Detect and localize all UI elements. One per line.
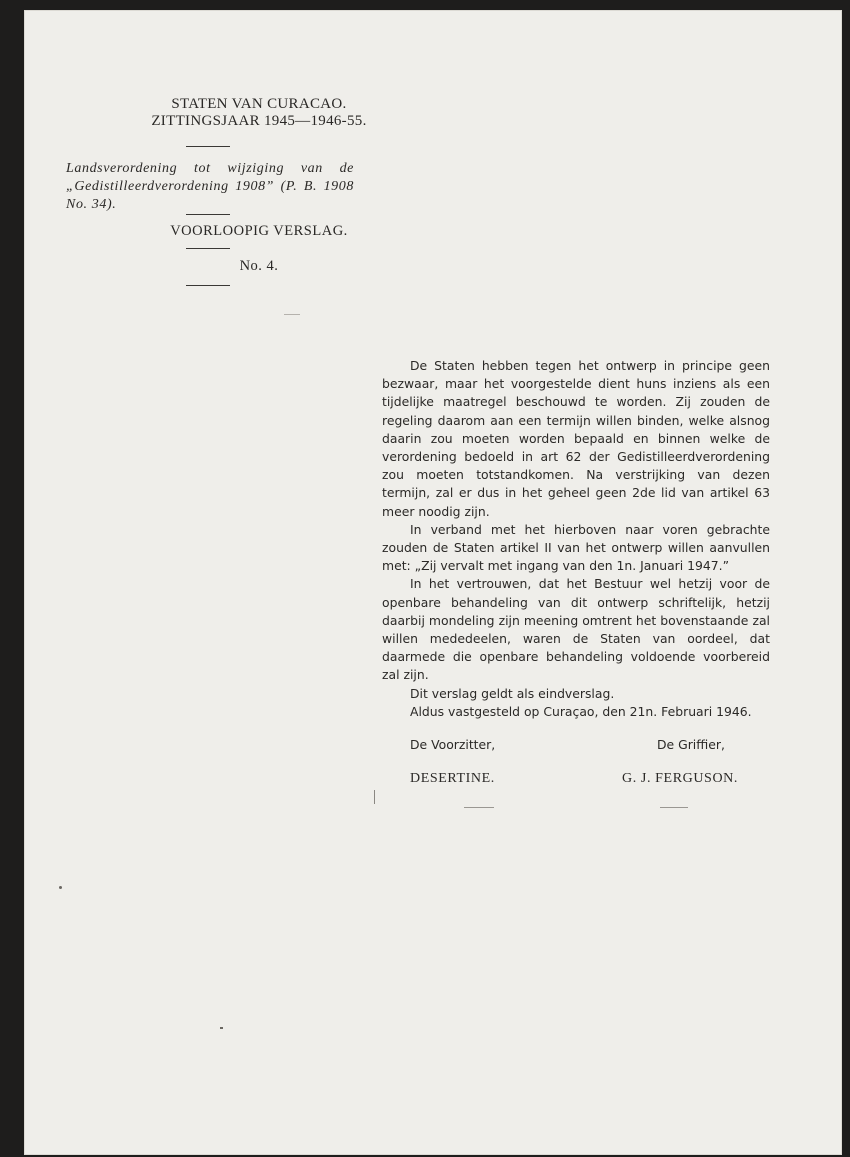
paper-speck — [59, 886, 62, 889]
paper-speck — [220, 1027, 223, 1029]
divider — [186, 248, 230, 249]
header-title: STATEN VAN CURACAO. — [171, 96, 347, 112]
divider — [284, 314, 300, 315]
document-header — [109, 96, 409, 130]
ordinance-subject: Landsverordening tot wijziging van de „Gedistilleerdverordening 1908” (P. B. 1908 No. 34). — [66, 161, 354, 212]
divider — [186, 146, 230, 147]
divider — [186, 285, 230, 286]
paragraph: In verband met het hierboven naar voren gebrachte zouden de Staten artikel II van het ontwerp willen aanvullen met: „Zij vervalt met ingang van den 1n. Januari 1947.” — [382, 521, 770, 574]
paper-speck — [374, 790, 375, 804]
paragraph: De Staten hebben tegen het ontwerp in principe geen bezwaar, maar het voorgestelde dient huns inziens als een tijdelijke maatregel beschouwd te worden. Zij zouden de regeling daarom aan een termijn willen binden, welke alsnog daarin zou moeten worden bepaald en binnen welke de verordening bedoeld in art 62 der Gedistilleerdverordening zou moeten totstandkomen. Na verstrijking van dezen termijn, zal er dus in het geheel geen 2de lid van artikel 63 meer noodig zijn. — [382, 358, 770, 519]
header-session: ZITTINGSJAAR 1945—1946-55. — [151, 113, 367, 129]
divider — [660, 807, 688, 808]
paragraph: In het vertrouwen, dat het Bestuur wel hetzij voor de openbare behandeling van dit ontwerp schriftelijk, hetzij daarbij mondeling zijn meening omtrent het bovenstaande zal willen mededeelen, waren de Staten van oordeel, dat daarmede die openbare behandeling voldoende voorbereid zal zijn. — [382, 576, 770, 683]
divider — [186, 214, 230, 215]
report-number: No. 4. — [239, 258, 279, 274]
document-page — [24, 10, 842, 1155]
clerk-role: De Griffier, — [657, 737, 725, 752]
paragraph: Dit verslag geldt als eindverslag. — [410, 685, 615, 701]
report-body — [382, 357, 770, 721]
clerk-name: G. J. FERGUSON. — [622, 771, 738, 786]
paragraph: Aldus vastgesteld op Curaçao, den 21n. Februari 1946. — [410, 703, 752, 719]
chairman-name: DESERTINE. — [410, 771, 495, 786]
chairman-role: De Voorzitter, — [410, 737, 496, 752]
report-title: VOORLOOPIG VERSLAG. — [170, 223, 348, 239]
divider — [464, 807, 494, 808]
